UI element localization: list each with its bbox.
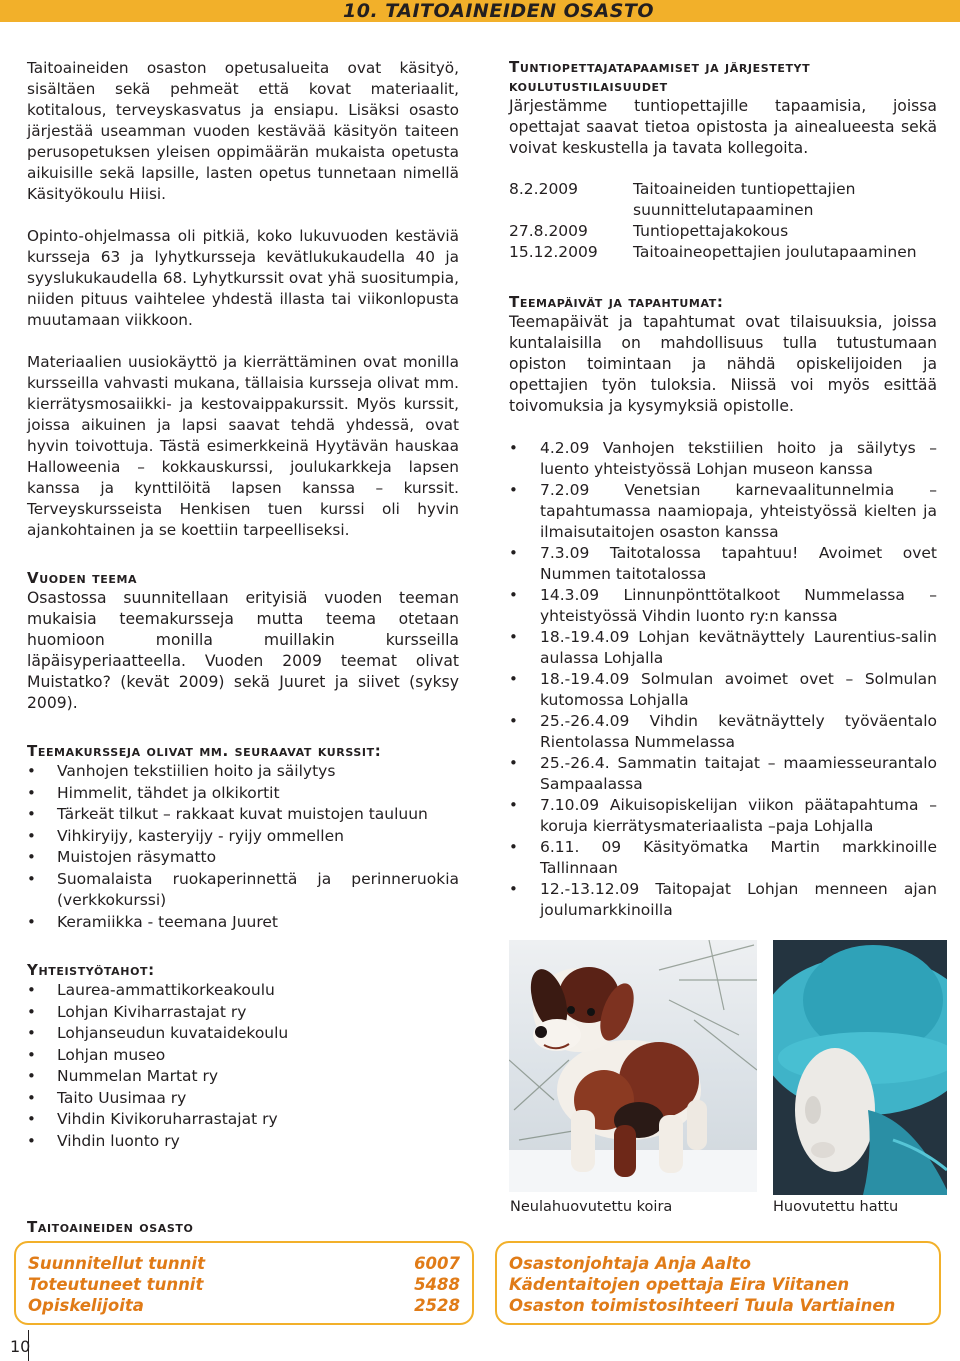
- list-item: • Laurea-ammattikorkeakoulu: [27, 980, 459, 1002]
- list-item: • Lohjanseudun kuvataidekoulu: [27, 1023, 459, 1045]
- date-description: Tuntiopettajakokous: [633, 222, 789, 240]
- date-description: Taitoaineopettajien joulutapaaminen: [633, 243, 917, 261]
- meetings-heading: Tuntiopettajatapaamiset ja järjestetyt koulutustilaisuudet: [509, 58, 811, 95]
- stat-row: [28, 1274, 460, 1295]
- materials-paragraph: Materiaalien uusiokäyttö ja kierrättäminen ovat monilla kursseilla vahvasti mukana, tällaisia kursseja olivat mm. kierrätysmosaiikki- ja kestovaippakurssit. Myös kurssit, joissa aikuinen ja lapsi saavat tehdä yhdessä, ovat hyvin toivottuja. Tästä esimerkkeinä Hyytävän hauskaa Halloweenia – kokkauskurssi, joulukarkkeja lapsen kanssa ja kynttilöitä lapsen kanssa – kurssit. Terveyskursseista Henkisen tuen kurssi oli hyvin ajankohtainen ja se koettiin tarpeelliseksi.: [27, 353, 459, 539]
- stat-label: Suunnitellut tunnit: [28, 1254, 205, 1273]
- page-number: 10: [10, 1337, 31, 1356]
- photos: [509, 940, 939, 1198]
- list-item: • 25.-26.4. Sammatin taitajat – maamiesseurantalo Sampaalassa: [509, 753, 937, 795]
- date-description: Taitoaineiden tuntiopettajien suunnittelutapaaminen: [633, 180, 856, 219]
- meeting-dates: [509, 179, 937, 263]
- events-list: [509, 438, 937, 921]
- list-item: • Vihkiryijy, kasteryijy - ryijy ommellen: [27, 826, 459, 848]
- program-paragraph: Opinto-ohjelmassa oli pitkiä, koko lukuvuoden kestäviä kursseja 63 ja lyhytkursseja kevätlukukaudella 40 ja syyslukukaudella 68. Lyhytkurssit ovat yhä suositumpia, niiden pituus vaihtelee yhdestä illasta tai viikonlopusta muutamaan viikkoon.: [27, 227, 459, 329]
- left-column: [27, 58, 459, 1152]
- list-item: • 25.-26.4.09 Vihdin kevätnäyttely työväentalo Rientolassa Nummelassa: [509, 711, 937, 753]
- meetings-paragraph: Järjestämme tuntiopettajille tapaamisia, joissa opettajat saavat tietoa opistosta ja ainealueesta sekä voivat keskustella ja tavata kollegoita.: [509, 97, 937, 157]
- hat-caption: Huovutettu hattu: [773, 1199, 899, 1215]
- list-item: • Lohjan museo: [27, 1045, 459, 1067]
- list-item: • 7.10.09 Aikuisopiskelijan viikon päätapahtuma – koruja kierrätysmateriaalista –paja Lohjalla: [509, 795, 937, 837]
- staff-line: Kädentaitojen opettaja Eira Viitanen: [509, 1275, 850, 1294]
- stat-label: Toteutuneet tunnit: [28, 1275, 204, 1294]
- theme-heading: Vuoden teema: [27, 569, 138, 587]
- list-item: • Taito Uusimaa ry: [27, 1088, 459, 1110]
- partners-heading: Yhteistyötahot:: [27, 961, 155, 979]
- stat-row: [28, 1253, 460, 1274]
- list-item: • Nummelan Martat ry: [27, 1066, 459, 1088]
- date: 15.12.2009: [509, 243, 598, 261]
- list-item: • 7.2.09 Venetsian karnevaalitunnelmia – tapahtumassa naamiopaja, yhteistyössä kielten ja ilmaisutaitojen osaston kanssa: [509, 480, 937, 543]
- theme-courses-heading: Teemakursseja olivat mm. seuraavat kurssit:: [27, 742, 382, 760]
- list-item: • Keramiikka - teemana Juuret: [27, 912, 459, 934]
- right-column: [509, 58, 937, 921]
- list-item: • 6.11. 09 Käsityömatka Martin markkinoille Tallinnaan: [509, 837, 937, 879]
- date: 27.8.2009: [509, 222, 588, 240]
- felted-hat-image: [773, 940, 947, 1195]
- events-heading: Teemapäivät ja tapahtumat:: [509, 293, 724, 311]
- stat-row: [28, 1295, 460, 1316]
- list-item: • Himmelit, tähdet ja olkikortit: [27, 783, 459, 805]
- events-paragraph: Teemapäivät ja tapahtumat ovat tilaisuuksia, joissa kuntalaisilla on mahdollisuus tulla tutustumaan opiston toimintaan ja nähdä opiskelijoiden ja opettajien työn tuloksia. Niissä voi myös esittää toivomuksia ja kysymyksiä opistolle.: [509, 313, 937, 415]
- staff-line: Osastonjohtaja Anja Aalto: [509, 1254, 751, 1273]
- stats-box: [14, 1241, 474, 1325]
- stat-value: 6007: [414, 1254, 460, 1273]
- list-item: • Vanhojen tekstiilien hoito ja säilytys: [27, 761, 459, 783]
- list-item: • 12.-13.12.09 Taitopajat Lohjan menneen ajan joulumarkkinoilla: [509, 879, 937, 921]
- staff-box: [495, 1241, 941, 1325]
- list-item: • 18.-19.4.09 Lohjan kevätnäyttely Laurentius-salin aulassa Lohjalla: [509, 627, 937, 669]
- partners-list: [27, 980, 459, 1152]
- intro-paragraph: Taitoaineiden osaston opetusalueita ovat käsityö, sisältäen sekä pehmeät että kovat materiaalit, kotitalous, terveyskasvatus ja ensiapu. Lisäksi osasto järjestää useamman vuoden kestävää käsityön taiteen perusopetuksen yleisen oppimäärän mukaista opetusta aikuisille sekä lapsille, lasten opetus tunnetaan nimellä Käsityökoulu Hiisi.: [27, 59, 459, 203]
- date-row: [509, 242, 937, 263]
- list-item: • Tärkeät tilkut – rakkaat kuvat muistojen tauluun: [27, 804, 459, 826]
- list-item: • 14.3.09 Linnunpönttötalkoot Nummelassa – yhteistyössä Vihdin luonto ry:n kanssa: [509, 585, 937, 627]
- list-item: • Muistojen räsymatto: [27, 847, 459, 869]
- dog-caption: Neulahuovutettu koira: [510, 1199, 673, 1215]
- date: 8.2.2009: [509, 180, 579, 198]
- list-item: • Vihdin luonto ry: [27, 1131, 459, 1153]
- list-item: • 4.2.09 Vanhojen tekstiilien hoito ja säilytys – luento yhteistyössä Lohjan museon kanssa: [509, 438, 937, 480]
- theme-paragraph: Osastossa suunnitellaan erityisiä vuoden teeman mukaisia teemakursseja mutta teema otetaan huomioon monilla muillakin kursseilla läpäisyperiaatteella. Vuoden 2009 teemat olivat Muistatko? (kevät 2009) sekä Juuret ja siivet (syksy 2009).: [27, 589, 459, 712]
- list-item: • Lohjan Kiviharrastajat ry: [27, 1002, 459, 1024]
- staff-line: Osaston toimistosihteeri Tuula Vartiainen: [509, 1296, 896, 1315]
- stat-label: Opiskelijoita: [28, 1296, 144, 1315]
- page-title: 10. TAITOAINEIDEN OSASTO: [343, 0, 654, 22]
- felted-dog-photo: [509, 940, 757, 1192]
- list-item: • 7.3.09 Taitotalossa tapahtuu! Avoimet ovet Nummen taitotalossa: [509, 543, 937, 585]
- stats-heading: Taitoaineiden osasto: [27, 1218, 194, 1236]
- list-item: • Suomalaista ruokaperinnettä ja perinneruokia (verkkokurssi): [27, 869, 459, 912]
- list-item: • 18.-19.4.09 Solmulan avoimet ovet – Solmulan kutomossa Lohjalla: [509, 669, 937, 711]
- theme-courses-list: [27, 761, 459, 933]
- list-item: • Vihdin Kivikoruharrastajat ry: [27, 1109, 459, 1131]
- date-row: [509, 221, 937, 242]
- stat-value: 2528: [414, 1296, 460, 1315]
- stat-value: 5488: [414, 1275, 460, 1294]
- date-row: [509, 179, 937, 221]
- felted-dog-image: [509, 940, 757, 1192]
- felted-hat-photo: [773, 940, 947, 1195]
